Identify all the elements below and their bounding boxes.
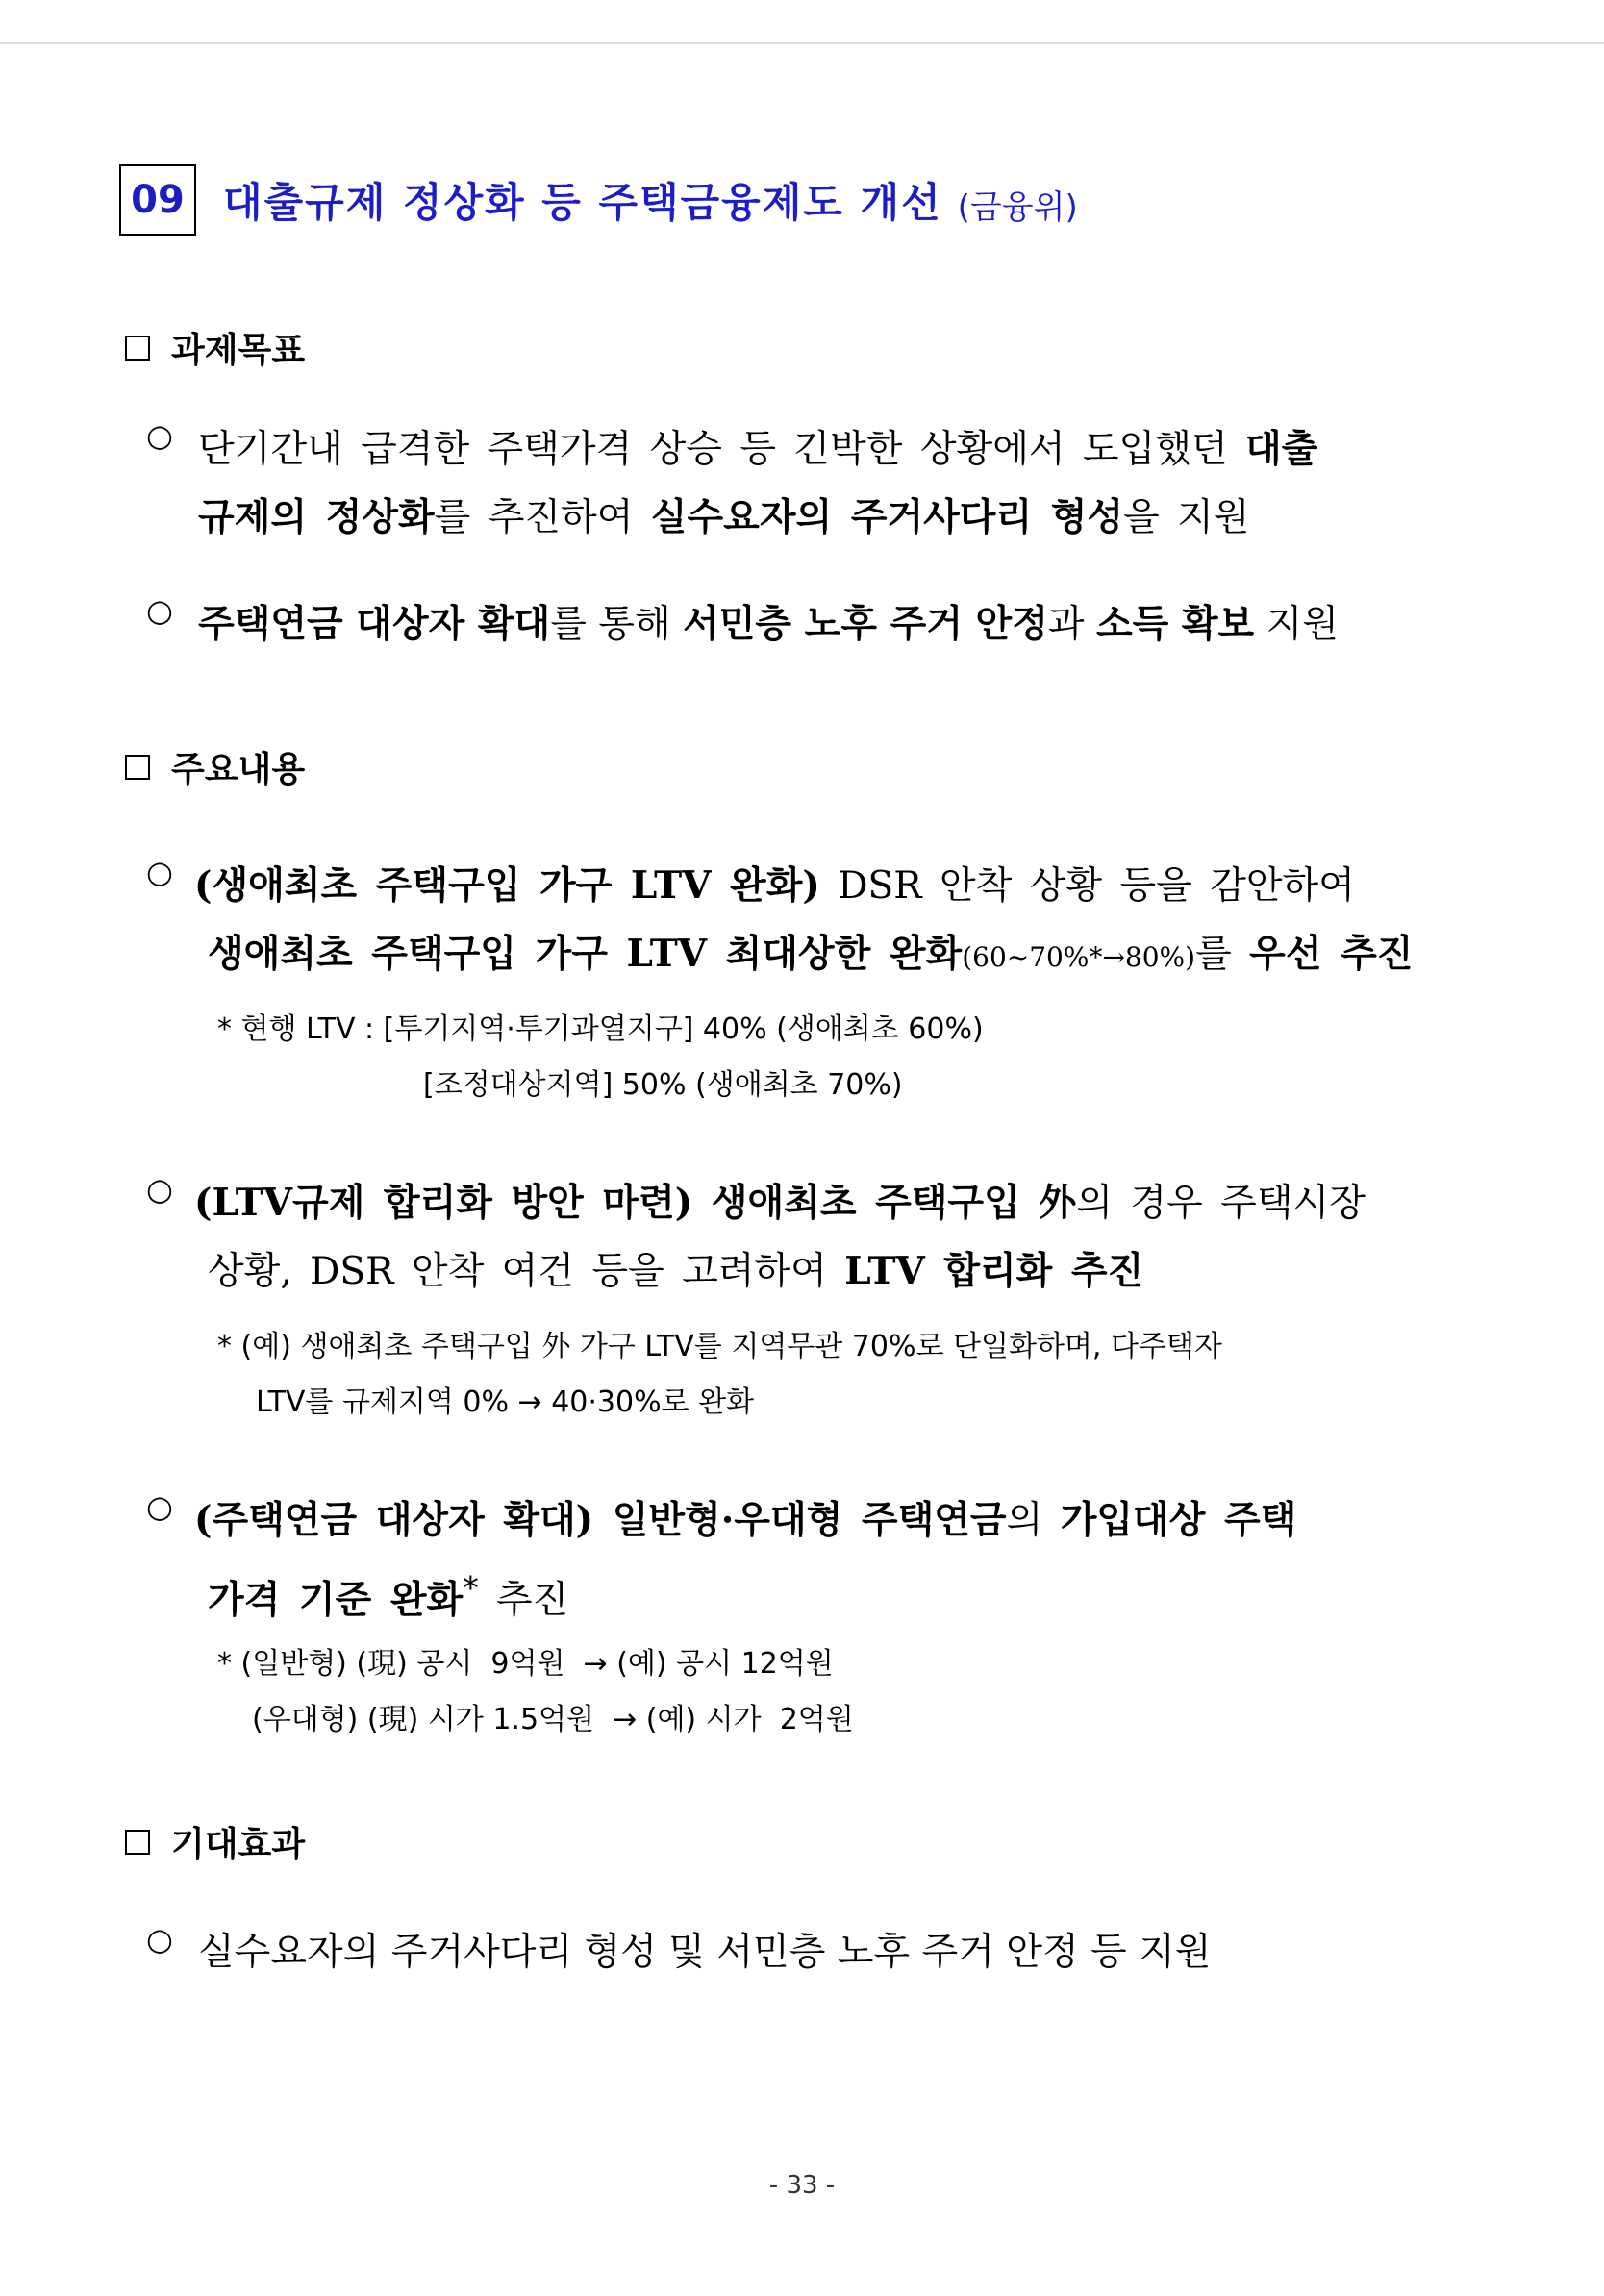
bullet-text: 주택연금 대상자 확대를 통해 서민층 노후 주거 안정과 소득 확보 지원	[198, 602, 1339, 646]
content-note-3a: * (일반형) (現) 공시 9억원 → (예) 공시 12억원	[217, 1647, 834, 1681]
circle-bullet-icon: ○	[146, 592, 173, 629]
task-number-box: 09	[119, 164, 196, 236]
section-content-heading	[125, 742, 305, 791]
title-row	[119, 162, 1078, 238]
square-bullet-icon	[125, 336, 150, 361]
content-note-2b: LTV를 규제지역 0% → 40·30%로 완화	[256, 1385, 755, 1419]
circle-bullet-icon: ○	[146, 417, 173, 454]
bullet-text: (생애최초 주택구입 가구 LTV 완화) DSR 안착 상황 등을 감안하여 생애최초 주택구입 가구 LTV 최대상한 완화(60~70%*→80%)를 우선 추진	[194, 863, 1414, 976]
square-bullet-icon	[125, 755, 150, 780]
circle-bullet-icon: ○	[146, 1921, 173, 1958]
section-label: 기대효과	[171, 1825, 306, 1864]
bullet-text: 단기간내 급격한 주택가격 상승 등 긴박한 상황에서 도입했던 대출 규제의 정상화를 추진하여 실수요자의 주거사다리 형성을 지원	[198, 427, 1318, 539]
section-goal-heading	[125, 323, 305, 372]
content-note-3b: (우대형) (現) 시가 1.5억원 → (예) 시가 2억원	[252, 1703, 854, 1736]
circle-bullet-icon: ○	[146, 1171, 173, 1208]
bullet-text: (LTV규제 합리화 방안 마련) 생애최초 주택구입 外의 경우 주택시장 상황, DSR 안착 여건 등을 고려하여 LTV 합리화 추진	[194, 1181, 1366, 1293]
square-bullet-icon	[125, 1830, 150, 1855]
top-divider	[0, 42, 1604, 44]
bullet-text: (주택연금 대상자 확대) 일반형·우대형 주택연금의 가입대상 주택 가격 기준 완화* 추진	[194, 1498, 1297, 1622]
content-note-1a: * 현행 LTV : [투기지역·투기과열지구] 40% (생애최초 60%)	[217, 1012, 984, 1046]
page-title: 대출규제 정상화 등 주택금융제도 개선	[223, 179, 942, 226]
section-label: 주요내용	[171, 750, 306, 789]
page-number: - 33 -	[768, 2171, 836, 2200]
bullet-text: 실수요자의 주거사다리 형성 및 서민층 노후 주거 안정 등 지원	[198, 1931, 1212, 1974]
ministry-label: (금융위)	[957, 187, 1078, 227]
content-note-1b: [조정대상지역] 50% (생애최초 70%)	[423, 1068, 903, 1102]
circle-bullet-icon: ○	[146, 1488, 173, 1525]
section-label: 과제목표	[171, 331, 306, 370]
section-effect-heading	[125, 1817, 305, 1866]
circle-bullet-icon: ○	[146, 854, 173, 890]
content-note-2a: * (예) 생애최초 주택구입 外 가구 LTV를 지역무관 70%로 단일화하며, 다주택자	[217, 1330, 1222, 1363]
